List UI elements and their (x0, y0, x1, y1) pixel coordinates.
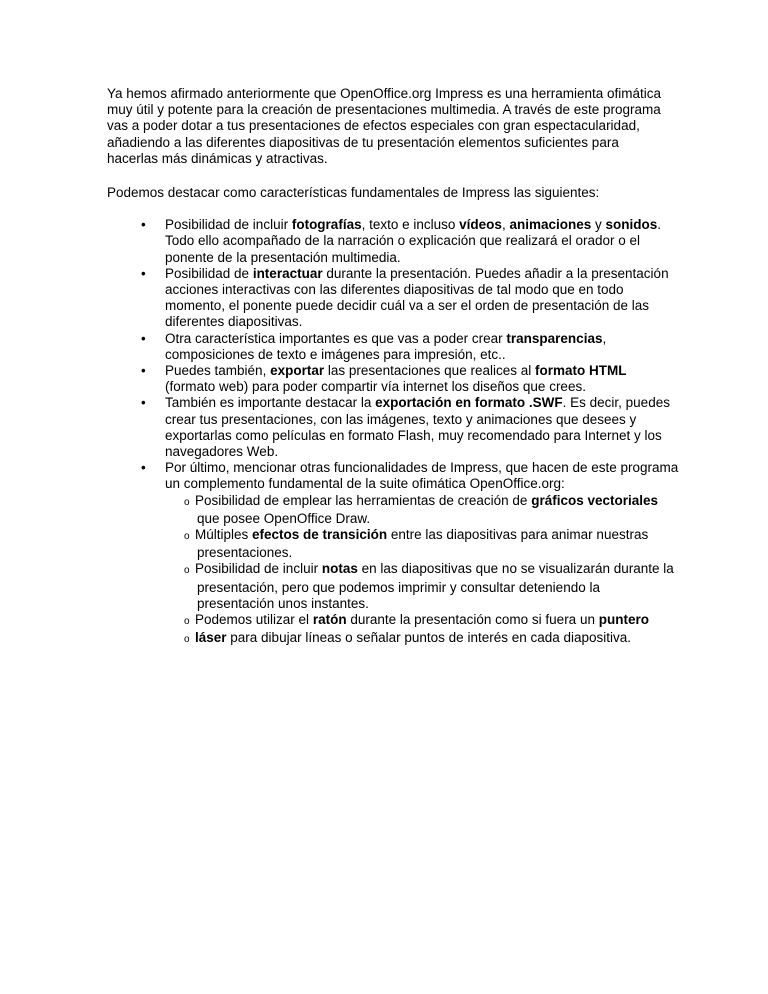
sub-list-item (165, 612, 679, 630)
sub-list-item (165, 561, 679, 612)
text-run: Posibilidad de emplear las herramientas de creación de (195, 492, 532, 508)
text-run: Por último, mencionar otras funcionalidades de Impress, que hacen de este programa un complemento fundamental de la suite ofimática OpenOffice.org: (165, 460, 679, 492)
circle-bullet-icon: o (184, 531, 190, 543)
bold-term: interactuar (252, 265, 323, 281)
list-item (107, 331, 679, 363)
sub-list (165, 493, 679, 649)
document-page (107, 86, 679, 649)
bold-term: transparencias (506, 330, 603, 346)
bold-term: vídeos (459, 217, 502, 233)
text-run: Posibilidad de incluir (165, 217, 292, 233)
list-item (107, 217, 679, 266)
bold-term: puntero (598, 612, 649, 628)
text-run: y (591, 217, 606, 233)
sub-list-item (165, 493, 679, 527)
text-run: También es importante destacar la (165, 395, 376, 411)
circle-bullet-icon: o (184, 616, 190, 628)
bold-term: ratón (312, 612, 347, 628)
text-run: , (501, 217, 510, 233)
text-run: Múltiples (195, 527, 253, 543)
text-run: en las diapositivas que no se visualizarán durante la presentación, pero que podemos imprimir y consultar deteniendo la presentación unos instantes. (197, 561, 674, 611)
bold-term: efectos de transición (252, 527, 388, 543)
text-run: que posee OpenOffice Draw. (197, 510, 371, 526)
bold-term: fotografías (291, 217, 362, 233)
text-run: Podemos utilizar el (195, 612, 313, 628)
bold-term: gráficos vectoriales (531, 492, 659, 508)
text-run: durante la presentación. Puedes añadir a la presentación acciones interactivas con las diferentes diapositivas de tal modo que en todo momento, el ponente puede decidir cuál va a ser el orden de presentación de las diferentes diapositivas. (165, 265, 669, 330)
bold-term: sonidos (605, 217, 658, 233)
text-run: Otra característica importantes es que vas a poder crear (165, 330, 507, 346)
text-run: las presentaciones que realices al (324, 363, 535, 379)
bold-term: exportar (270, 363, 325, 379)
text-run: entre las diapositivas para animar nuestras presentaciones. (197, 527, 649, 561)
bold-term: láser (195, 630, 227, 646)
text-run: . Es decir, puedes crear tus presentaciones, con las imágenes, texto y animaciones que desees y exportarlas como películas en formato Flash, muy recomendado para Internet y los navegadores Web. (165, 395, 670, 460)
sub-list-item (165, 630, 679, 648)
features-list (107, 217, 679, 648)
text-run: . Todo ello acompañado de la narración o explicación que realizará el orador o el ponente de la presentación multimedia. (165, 217, 662, 265)
list-item (107, 460, 679, 648)
text-run: , texto e incluso (361, 217, 460, 233)
text-run: (formato web) para poder compartir vía internet los diseños que crees. (165, 379, 586, 395)
list-item (107, 395, 679, 460)
circle-bullet-icon: o (184, 496, 190, 508)
bold-term: exportación en formato .SWF (375, 395, 563, 411)
text-run: durante la presentación como si fuera un (346, 612, 599, 628)
bold-term: animaciones (509, 217, 592, 233)
intro-paragraph: Ya hemos afirmado anteriormente que OpenOffice.org Impress es una herramienta ofimática muy útil y potente para la creación de presentaciones multimedia. A través de este programa vas a poder dotar a tus presentaciones de efectos especiales con gran espectacularidad, añadiendo a las diferentes diapositivas de tu presentación elementos suficientes para hacerlas más dinámicas y atractivas. (107, 86, 662, 166)
circle-bullet-icon: o (184, 634, 190, 646)
text-run: para dibujar líneas o señalar puntos de interés en cada diapositiva. (226, 630, 632, 646)
sub-list-item (165, 527, 679, 561)
text-run: , composiciones de texto e imágenes para impresión, etc.. (165, 330, 607, 362)
list-item (107, 363, 679, 395)
text-run: Puedes también, (165, 363, 271, 379)
text-run: Posibilidad de incluir (195, 561, 322, 577)
circle-bullet-icon: o (184, 565, 190, 577)
bold-term: formato HTML (534, 363, 627, 379)
bold-term: notas (321, 561, 358, 577)
list-item (107, 266, 679, 331)
text-run: Posibilidad de (165, 265, 253, 281)
lead-paragraph: Podemos destacar como características fundamentales de Impress las siguientes: (107, 185, 600, 201)
